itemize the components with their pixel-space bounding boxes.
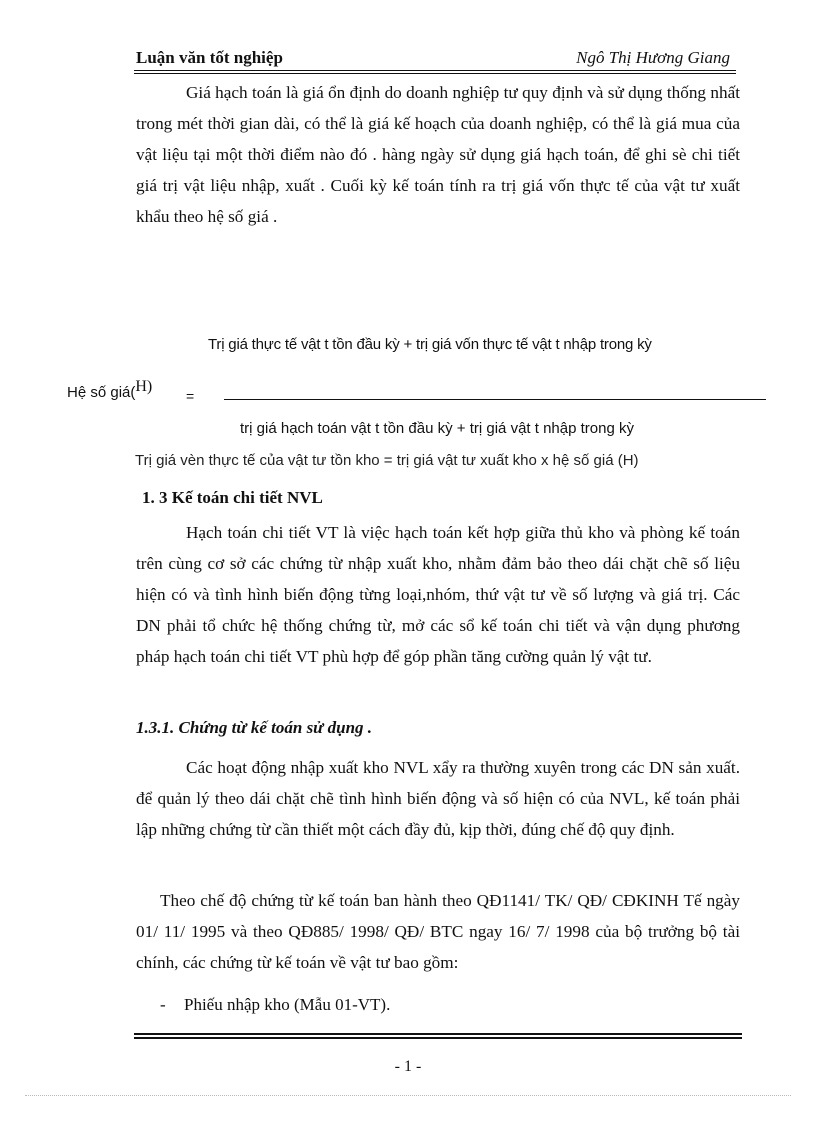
page-bottom-dotted-line xyxy=(25,1095,791,1096)
header-author: Ngô Thị Hương Giang xyxy=(576,48,730,67)
paragraph-hoat-dong: Các hoạt động nhập xuất kho NVL xẩy ra thường xuyên trong các DN sản xuất. để quản lý theo dái chặt chẽ tình hình biến động và số hiện có của NVL, kế toán phải lập những chứng từ cần thiết một cách đầy đủ, kịp thời, đúng chế độ quy định. xyxy=(136,758,740,839)
subsection-heading: 1.3.1. Chứng từ kế toán sử dụng . xyxy=(136,718,373,737)
formula-fraction-bar xyxy=(224,399,766,400)
footer-rule-bottom xyxy=(134,1037,742,1039)
header-rule-top xyxy=(134,70,736,71)
paragraph-chi-tiet: Hạch toán chi tiết VT là việc hạch toán kết hợp giữa thủ kho và phòng kế toán trên cùng cơ sở các chứng từ nhập xuất kho, nhằm đảm bảo theo dái chặt chẽ số liệu hiện có và tình hình biến động từng loại,nhóm, thứ vật tư về số lượng và giá trị. Các DN phải tổ chức hệ thống chứng từ, mở các sổ kế toán chi tiết và vận dụng phương pháp hạch toán chi tiết VT phù hợp để góp phần tăng cường quản lý vật tư. xyxy=(136,523,740,666)
bullet-item xyxy=(160,995,390,1015)
formula-note: Trị giá vèn thực tế của vật tư tồn kho = trị giá vật tư xuất kho x hệ số giá (H) xyxy=(135,452,639,468)
footer-rule-top xyxy=(134,1033,742,1035)
header-title: Luận văn tốt nghiệp xyxy=(136,48,283,67)
formula-numerator: Trị giá thực tế vật t tồn đầu kỳ + trị giá vốn thực tế vật t nhập trong kỳ xyxy=(208,336,652,353)
page-number: - 1 - xyxy=(394,1058,422,1075)
formula-equals: = xyxy=(186,388,195,404)
formula-label-h: H) xyxy=(135,378,153,395)
formula-label-text: Hệ số giá( xyxy=(67,384,136,401)
paragraph-che-do: Theo chế độ chứng từ kế toán ban hành theo QĐ1141/ TK/ QĐ/ CĐKINH Tế ngày 01/ 11/ 1995 và theo QĐ885/ 1998/ QĐ/ BTC ngay 16/ 7/ 1998 của bộ trưởng bộ tài chính, các chứng từ kế toán về vật tư bao gồm: xyxy=(136,891,740,972)
header-rule-bottom xyxy=(134,73,736,74)
bullet-dash: - xyxy=(160,995,166,1014)
section-heading: 1. 3 Kế toán chi tiết NVL xyxy=(142,488,323,507)
bullet-item-text: Phiếu nhập kho (Mẫu 01-VT). xyxy=(184,995,391,1014)
paragraph-hach-toan-price: Giá hạch toán là giá ổn định do doanh nghiệp tư quy định và sử dụng thống nhất trong mét thời gian dài, có thể là giá kế hoạch của doanh nghiệp, có thể là giá mua của vật liệu tại một thời điểm nào đó . hàng ngày sử dụng giá hạch toán, để ghi sè chi tiết giá trị vật liệu nhập, xuất . Cuối kỳ kế toán tính ra trị giá vốn thực tế của vật tư xuất khẩu theo hệ số giá . xyxy=(136,83,740,226)
formula-denominator: trị giá hạch toán vật t tồn đầu kỳ + trị giá vật t nhập trong kỳ xyxy=(240,420,634,437)
formula-label xyxy=(67,378,153,402)
